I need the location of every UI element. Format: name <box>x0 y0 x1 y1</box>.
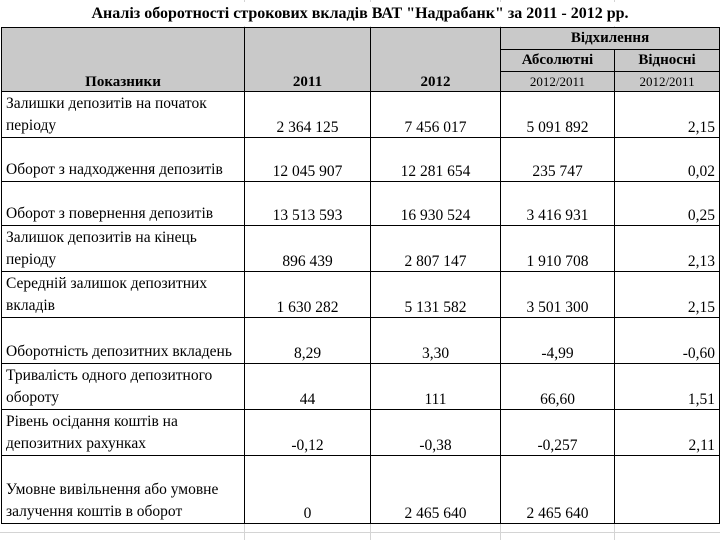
relative-deviation: 2,15 <box>615 272 720 318</box>
value-2011: 1 630 282 <box>245 272 371 318</box>
row-label: Оборотність депозитних вкладень <box>2 318 245 364</box>
value-2012: 5 131 582 <box>371 272 501 318</box>
table-row <box>2 182 720 226</box>
grid-line <box>0 532 720 533</box>
value-2011: 0 <box>245 456 371 524</box>
header-absolute: Абсолютні <box>501 50 615 72</box>
value-2012: 16 930 524 <box>371 182 501 226</box>
turnover-table <box>1 27 720 524</box>
table-row <box>2 456 720 524</box>
header-relative-period: 2012/2011 <box>615 72 720 92</box>
relative-deviation: -0,60 <box>615 318 720 364</box>
absolute-deviation: 2 465 640 <box>501 456 615 524</box>
absolute-deviation: 3 501 300 <box>501 272 615 318</box>
table-row <box>2 318 720 364</box>
relative-deviation: 2,15 <box>615 92 720 138</box>
header-relative: Відносні <box>615 50 720 72</box>
value-2012: 3,30 <box>371 318 501 364</box>
absolute-deviation: -4,99 <box>501 318 615 364</box>
relative-deviation: 0,02 <box>615 138 720 182</box>
row-label: Рівень осідання коштів на депозитних рахунках <box>2 410 245 456</box>
header-year-2012: 2012 <box>371 28 501 92</box>
value-2011: -0,12 <box>245 410 371 456</box>
value-2012: -0,38 <box>371 410 501 456</box>
table-row <box>2 364 720 410</box>
row-label: Оборот з надходження депозитів <box>2 138 245 182</box>
row-label: Залишки депозитів на початок періоду <box>2 92 245 138</box>
relative-deviation: 0,25 <box>615 182 720 226</box>
relative-deviation <box>615 456 720 524</box>
absolute-deviation: 5 091 892 <box>501 92 615 138</box>
row-label: Середній залишок депозитних вкладів <box>2 272 245 318</box>
relative-deviation: 1,51 <box>615 364 720 410</box>
value-2012: 2 807 147 <box>371 226 501 272</box>
relative-deviation: 2,11 <box>615 410 720 456</box>
absolute-deviation: 1 910 708 <box>501 226 615 272</box>
value-2011: 44 <box>245 364 371 410</box>
absolute-deviation: -0,257 <box>501 410 615 456</box>
table-row <box>2 226 720 272</box>
value-2012: 12 281 654 <box>371 138 501 182</box>
value-2011: 13 513 593 <box>245 182 371 226</box>
value-2012: 111 <box>371 364 501 410</box>
table-row <box>2 272 720 318</box>
absolute-deviation: 3 416 931 <box>501 182 615 226</box>
row-label: Оборот з повернення депозитів <box>2 182 245 226</box>
header-year-2011: 2011 <box>245 28 371 92</box>
table-row <box>2 410 720 456</box>
relative-deviation: 2,13 <box>615 226 720 272</box>
row-label: Умовне вивільнення або умовне залучення коштів в оборот <box>2 456 245 524</box>
value-2011: 896 439 <box>245 226 371 272</box>
absolute-deviation: 66,60 <box>501 364 615 410</box>
value-2011: 8,29 <box>245 318 371 364</box>
row-label: Залишок депозитів на кінець періоду <box>2 226 245 272</box>
table-title: Аналіз оборотності строкових вкладів ВАТ "Надрабанк" за 2011 - 2012 рр. <box>0 2 720 26</box>
value-2011: 12 045 907 <box>245 138 371 182</box>
header-indicator: Показники <box>2 28 245 92</box>
value-2011: 2 364 125 <box>245 92 371 138</box>
table-row <box>2 138 720 182</box>
value-2012: 2 465 640 <box>371 456 501 524</box>
table-row <box>2 92 720 138</box>
header-deviation: Відхилення <box>501 28 720 50</box>
absolute-deviation: 235 747 <box>501 138 615 182</box>
header-absolute-period: 2012/2011 <box>501 72 615 92</box>
row-label: Тривалість одного депозитного обороту <box>2 364 245 410</box>
value-2012: 7 456 017 <box>371 92 501 138</box>
